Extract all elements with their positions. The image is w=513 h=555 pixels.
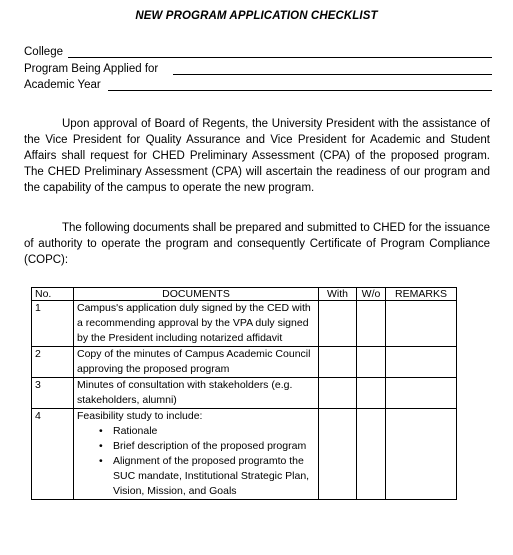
list-item-text: Brief description of the proposed program (113, 440, 307, 452)
with-cell[interactable] (319, 347, 357, 378)
checklist-table (31, 287, 457, 500)
header-with: With (319, 288, 357, 301)
remarks-cell[interactable] (386, 301, 457, 347)
list-item (99, 424, 315, 439)
program-line[interactable] (173, 74, 492, 75)
without-cell[interactable] (357, 301, 386, 347)
intro-text: Upon approval of Board of Regents, the University President with the assistance of the Vice President for Quality Assurance and Vice President for Academic and Student Affairs shall request for CHED Preliminary Assessment (CPA) of the proposed program. The CHED Preliminary Assessment (CPA) will ascertain the readiness of our program and the capability of the campus to operate the new program. (24, 118, 490, 194)
list-item-text: Rationale (113, 425, 158, 437)
college-label: College (24, 46, 63, 58)
header-without: W/o (357, 288, 386, 301)
without-cell[interactable] (357, 409, 386, 500)
row-document-text: Feasibility study to include: (77, 410, 203, 422)
bullet-icon: • (99, 455, 103, 467)
bullet-list (77, 424, 315, 499)
row-document: Copy of the minutes of Campus Academic Council approving the proposed program (74, 347, 319, 378)
table-row (32, 301, 457, 347)
without-cell[interactable] (357, 347, 386, 378)
header-documents: DOCUMENTS (74, 288, 319, 301)
remarks-cell[interactable] (386, 378, 457, 409)
table-row (32, 409, 457, 500)
page-title: NEW PROGRAM APPLICATION CHECKLIST (135, 10, 378, 22)
bullet-icon: • (99, 440, 103, 452)
row-number: 4 (32, 409, 74, 500)
college-line[interactable] (68, 57, 492, 58)
header-remarks: REMARKS (386, 288, 457, 301)
academic-year-line[interactable] (108, 90, 492, 91)
remarks-cell[interactable] (386, 409, 457, 500)
list-item-text: Alignment of the proposed programto the SUC mandate, Institutional Strategic Plan, Vision, Mission, and Goals (113, 455, 310, 497)
row-number: 1 (32, 301, 74, 347)
row-number: 3 (32, 378, 74, 409)
list-item (99, 439, 315, 454)
table-row (32, 347, 457, 378)
with-cell[interactable] (319, 409, 357, 500)
documents-paragraph (24, 220, 490, 268)
row-number: 2 (32, 347, 74, 378)
intro-paragraph (24, 116, 490, 196)
with-cell[interactable] (319, 301, 357, 347)
header-no: No. (32, 288, 74, 301)
academic-year-label: Academic Year (24, 79, 101, 91)
row-document (74, 409, 319, 500)
table-header-row (32, 288, 457, 301)
documents-text: The following documents shall be prepared and submitted to CHED for the issuance of authority to operate the program and consequently Certificate of Program Compliance (COPC): (24, 222, 490, 266)
without-cell[interactable] (357, 378, 386, 409)
bullet-icon: • (99, 425, 103, 437)
with-cell[interactable] (319, 378, 357, 409)
program-label: Program Being Applied for (24, 63, 159, 75)
list-item (99, 454, 315, 499)
row-document: Campus's application duly signed by the CED with a recommending approval by the VPA duly signed by the President including notarized affidavit (74, 301, 319, 347)
remarks-cell[interactable] (386, 347, 457, 378)
row-document: Minutes of consultation with stakeholders (e.g. stakeholders, alumni) (74, 378, 319, 409)
table-row (32, 378, 457, 409)
